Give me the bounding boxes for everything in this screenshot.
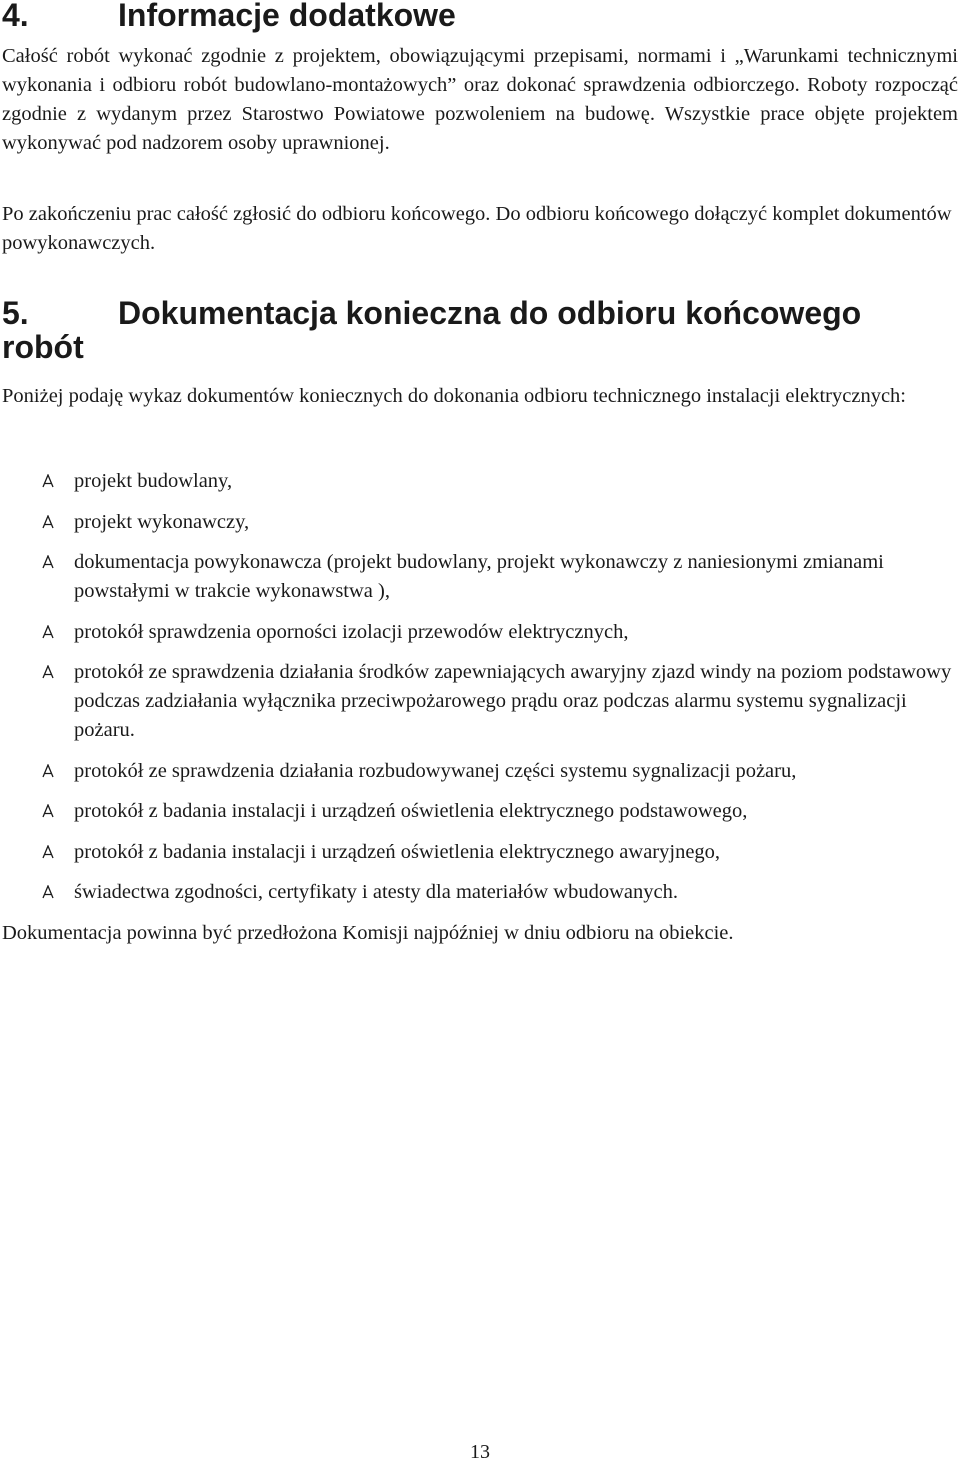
list-item [0,838,960,867]
required-documents-list [0,467,960,919]
caret-up-icon [42,665,54,679]
caret-up-icon [42,845,54,859]
list-item [0,467,960,496]
caret-up-icon [42,555,54,569]
list-item-text: dokumentacja powykonawcza (projekt budowlany, projekt wykonawczy z naniesionymi zmianami powstałymi w trakcie wykonawstwa ), [74,551,884,602]
section-5-closing: Dokumentacja powinna być przedłożona Komisji najpóźniej w dniu odbioru na obiekcie. [2,922,734,944]
list-item [0,757,960,786]
list-item-text: projekt wykonawczy, [74,510,250,533]
section-5-title-line-2: robót [2,329,84,365]
section-5-title-line-1: Dokumentacja konieczna do odbioru końcowego [118,295,862,331]
list-item-text: świadectwa zgodności, certyfikaty i atesty dla materiałów wbudowanych. [74,881,678,903]
list-item-text: protokół sprawdzenia oporności izolacji przewodów elektrycznych, [74,620,629,643]
list-item [0,658,960,745]
list-item [0,508,960,537]
caret-up-icon [42,885,54,899]
caret-up-icon [42,764,54,778]
section-4-title: Informacje dodatkowe [118,0,456,33]
section-4-heading [2,0,456,32]
section-5-number: 5. [2,295,29,331]
page-number: 13 [470,1441,490,1463]
section-5-heading [2,296,952,364]
section-4-paragraph-1: Całość robót wykonać zgodnie z projektem, obowiązującymi przepisami, normami i „Warunkami technicznymi wykonania i odbioru robót budowlano-montażowych” oraz dokonać sprawdzenia odbiorczego. Roboty rozpocząć zgodnie z wydanym przez Starostwo Powiatowe pozwoleniem na budowę. Wszystkie prace objęte projektem wykonywać pod nadzorem osoby uprawnionej. [2,45,958,154]
list-item-text: projekt budowlany, [74,470,233,492]
list-item [0,797,960,826]
list-item [0,548,960,606]
caret-up-icon [42,804,54,818]
list-item-text: protokół ze sprawdzenia działania środków zapewniających awaryjny zjazd windy na poziom podstawowy podczas zadziałania wyłącznika przeciwpożarowego prądu oraz podczas alarmu systemu sygnalizacji pożaru. [74,661,952,741]
section-4-number: 4. [2,0,29,33]
list-item [0,878,960,907]
list-item-text: protokół z badania instalacji i urządzeń oświetlenia elektrycznego podstawowego, [74,800,748,822]
caret-up-icon [42,474,54,488]
caret-up-icon [42,625,54,639]
list-item [0,618,960,647]
section-5-intro: Poniżej podaję wykaz dokumentów koniecznych do dokonania odbioru technicznego instalacji elektrycznych: [2,385,906,407]
section-4-paragraph-2: Po zakończeniu prac całość zgłosić do odbioru końcowego. Do odbioru końcowego dołączyć komplet dokumentów powykonawczych. [2,203,952,254]
list-item-text: protokół z badania instalacji i urządzeń oświetlenia elektrycznego awaryjnego, [74,840,721,863]
list-item-text: protokół ze sprawdzenia działania rozbudowywanej części systemu sygnalizacji pożaru, [74,759,797,782]
caret-up-icon [42,515,54,529]
